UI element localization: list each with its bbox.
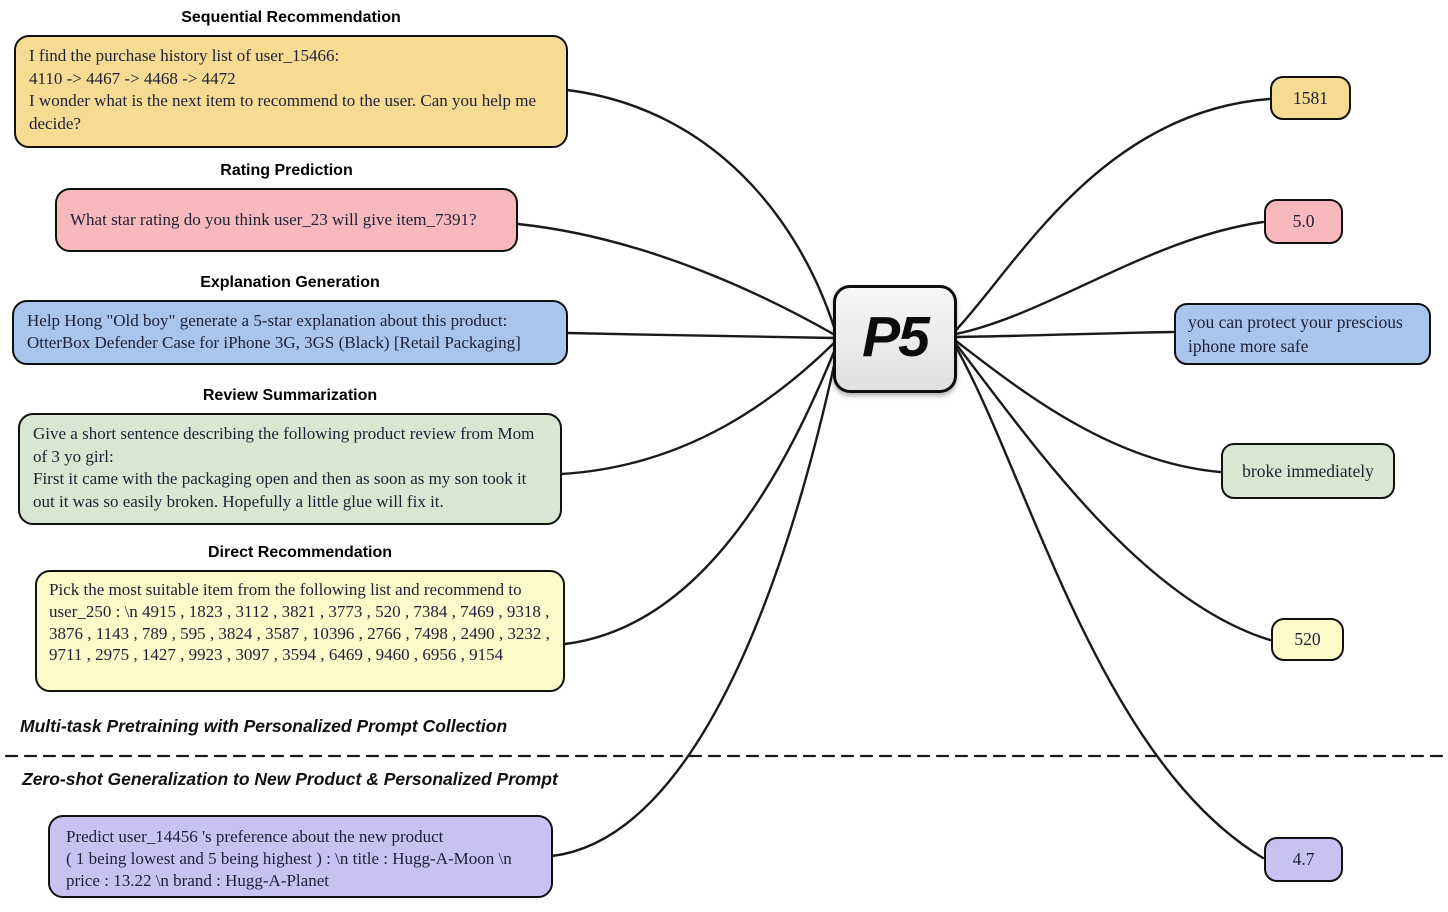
task-title-direct-recommendation: Direct Recommendation bbox=[207, 544, 393, 561]
prompt-box-sequential-recommendation bbox=[14, 35, 568, 148]
output-box-sequential-recommendation: 1581 bbox=[1270, 76, 1351, 120]
output-box-review-summarization: broke immediately bbox=[1221, 443, 1395, 499]
edge-p5-to-zeroshot-output bbox=[956, 347, 1263, 858]
prompt-line: First it came with the packaging open and then as soon as my son took it out it was so easily broken. Hopefully a little glue will fix it. bbox=[33, 469, 527, 511]
task-title-explanation-generation: Explanation Generation bbox=[200, 274, 380, 291]
prompt-line: I wonder what is the next item to recommend to the user. Can you help me decide? bbox=[29, 91, 537, 133]
edge-zeroshot-to-p5 bbox=[552, 352, 837, 856]
output-box-explanation-generation: you can protect your prescious iphone more safe bbox=[1174, 303, 1431, 365]
task-title-rating-prediction: Rating Prediction bbox=[220, 162, 353, 179]
prompt-line: Give a short sentence describing the following product review from Mom of 3 yo girl: bbox=[33, 424, 535, 466]
edge-explanation-to-p5 bbox=[568, 333, 835, 338]
prompt-box-zero-shot-prediction bbox=[48, 815, 553, 898]
p5-model-node bbox=[833, 285, 957, 393]
prompt-box-direct-recommendation bbox=[35, 570, 565, 692]
prompt-box-rating-prediction bbox=[55, 188, 518, 252]
p5-model-label: P5 bbox=[862, 305, 928, 369]
edge-direct-to-p5 bbox=[565, 347, 836, 644]
prompt-line: ( 1 being lowest and 5 being highest ) : \n title : Hugg-A-Moon \n price : 13.22 \n brand : Hugg-A-Planet bbox=[66, 849, 512, 891]
task-title-review-summarization: Review Summarization bbox=[202, 387, 378, 404]
prompt-box-review-summarization bbox=[18, 413, 562, 525]
prompt-line: Pick the most suitable item from the following list and recommend to user_250 : \n 4915 , 1823 , 3112 , 3821 , 3773 , 520 , 7384 , 7469 , 9318 , 3876 , 1143 , 789 , 595 , 3824 , 3587 , 10396 , 2766 , 7498 , 2490 , 3232 , 9711 , 2975 , 1427 , 9923 , 3097 , 3594 , 6469 , 9460 , 6956 , 9154 bbox=[49, 580, 550, 665]
prompt-line: What star rating do you think user_23 will give item_7391? bbox=[70, 209, 477, 229]
edge-sequential-to-p5 bbox=[567, 90, 835, 330]
output-box-rating-prediction: 5.0 bbox=[1264, 199, 1343, 244]
pretraining-section-label: Multi-task Pretraining with Personalized Prompt Collection bbox=[20, 716, 508, 736]
prompt-line: 4110 -> 4467 -> 4468 -> 4472 bbox=[29, 68, 236, 88]
prompt-line: Help Hong "Old boy" generate a 5-star explanation about this product: bbox=[27, 311, 508, 330]
output-box-direct-recommendation: 520 bbox=[1271, 618, 1344, 661]
edge-p5-to-sequential-output bbox=[956, 99, 1269, 330]
output-box-zero-shot-prediction: 4.7 bbox=[1264, 837, 1343, 882]
zeroshot-section-label: Zero-shot Generalization to New Product & Personalized Prompt bbox=[22, 769, 558, 789]
prompt-line: I find the purchase history list of user_15466: bbox=[29, 46, 340, 65]
prompt-line: OtterBox Defender Case for iPhone 3G, 3GS (Black) [Retail Packaging] bbox=[27, 333, 521, 353]
edge-review-to-p5 bbox=[562, 342, 835, 474]
prompt-line: Predict user_14456 's preference about the new product bbox=[66, 827, 444, 846]
prompt-box-explanation-generation bbox=[12, 300, 568, 365]
task-title-sequential-recommendation: Sequential Recommendation bbox=[181, 9, 401, 26]
edge-p5-to-explanation-output bbox=[956, 332, 1173, 337]
